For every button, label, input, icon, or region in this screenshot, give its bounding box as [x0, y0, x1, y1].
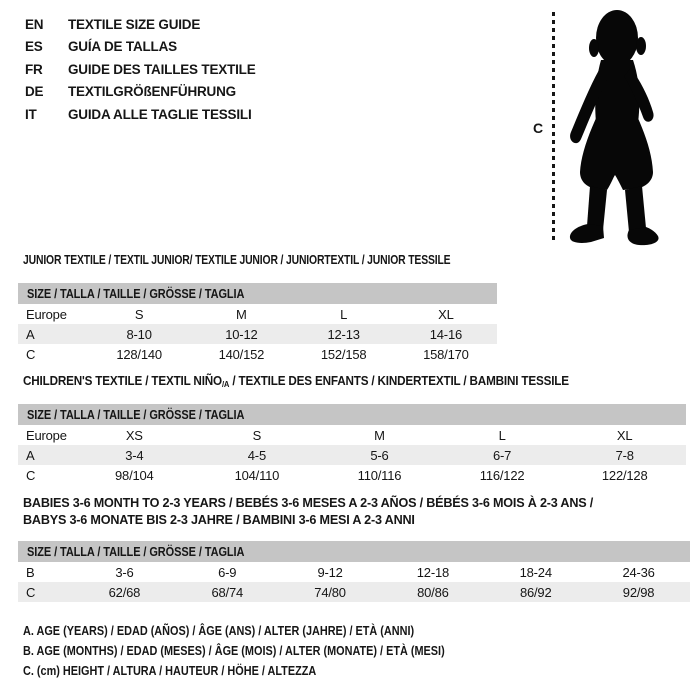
table-header-row [18, 541, 690, 562]
footnote-a: A. AGE (YEARS) / EDAD (AÑOS) / ÂGE (ANS) / ALTER (JAHRE) / ETÀ (ANNI) [23, 624, 415, 638]
row-label: C [26, 467, 36, 483]
size-cell: L [498, 427, 506, 443]
size-cell: 14-16 [429, 326, 462, 342]
size-cell: S [252, 427, 262, 443]
footnotes [23, 624, 508, 684]
size-cell: 86/92 [519, 584, 552, 600]
childrens-size-table [18, 404, 686, 485]
size-cell: 9-12 [317, 564, 343, 580]
size-cell: M [236, 306, 247, 322]
lang-code: EN [25, 16, 44, 32]
lang-code: IT [25, 106, 37, 122]
lang-label: TEXTILE SIZE GUIDE [68, 16, 201, 32]
table-row [18, 562, 690, 582]
size-cell: 18-24 [519, 564, 552, 580]
size-cell: 12-18 [416, 564, 450, 580]
footnote-b: B. AGE (MONTHS) / EDAD (MESES) / ÂGE (MOIS) / ALTER (MONATE) / ETÀ (MESI) [23, 644, 445, 658]
size-cell: 74/80 [314, 584, 346, 600]
size-header-cell: SIZE / TALLA / TAILLE / GRÖSSE / TAGLIA [27, 407, 245, 422]
row-label: A [26, 447, 35, 463]
size-cell: 158/170 [423, 346, 469, 362]
size-cell: 110/116 [357, 467, 402, 483]
size-cell: 3-4 [125, 447, 144, 463]
size-cell: 6-7 [492, 447, 512, 463]
row-label: Europe [26, 427, 67, 443]
size-header-cell: SIZE / TALLA / TAILLE / GRÖSSE / TAGLIA [27, 544, 245, 559]
size-cell: M [374, 427, 385, 443]
lang-row-es [25, 36, 256, 59]
footnote-c: C. (cm) HEIGHT / ALTURA / HAUTEUR / HÖHE / ALTEZZA [23, 664, 317, 678]
lang-label: GUIDA ALLE TAGLIE TESSILI [68, 106, 252, 122]
table-row [18, 465, 686, 485]
size-cell: 12-13 [327, 326, 360, 342]
size-cell: 5-6 [370, 447, 389, 463]
lang-row-it [25, 103, 256, 126]
size-cell: 24-36 [622, 564, 655, 580]
toddler-silhouette-icon [563, 8, 670, 246]
table-row [18, 324, 497, 344]
size-cell: 140/152 [218, 346, 265, 362]
table-header-row [18, 404, 686, 425]
babies-size-table [18, 541, 690, 602]
row-label: Europe [26, 306, 67, 322]
babies-section-title: BABIES 3-6 MONTH TO 2-3 YEARS / BEBÉS 3-6 MESES A 2-3 AÑOS / BÉBÉS 3-6 MOIS À 2-3 ANS / BABYS 3-6 MONATE BIS 2-3 JAHRE / BAMBINI 3-6 MESI A 2-3 ANNI [23, 495, 594, 527]
height-dashed-line [552, 12, 555, 244]
size-cell: L [340, 306, 348, 322]
junior-section-title: JUNIOR TEXTILE / TEXTIL JUNIOR/ TEXTILE JUNIOR / JUNIORTEXTIL / JUNIOR TESSILE [23, 252, 451, 267]
table-row [18, 344, 497, 364]
size-cell: 62/68 [108, 584, 141, 600]
size-cell: 122/128 [601, 467, 648, 483]
size-cell: 152/158 [320, 346, 367, 362]
size-cell: S [134, 306, 144, 322]
lang-code: DE [25, 84, 44, 100]
size-header-cell: SIZE / TALLA / TAILLE / GRÖSSE / TAGLIA [27, 286, 245, 301]
table-row [18, 582, 690, 602]
row-label: C [26, 584, 36, 600]
size-cell: 4-5 [247, 447, 266, 463]
row-label: B [26, 564, 35, 580]
lang-code: ES [25, 39, 43, 55]
lang-row-fr [25, 58, 256, 81]
size-cell: 6-9 [218, 564, 237, 580]
row-label: C [26, 346, 36, 362]
size-cell: 104/110 [234, 467, 280, 483]
size-cell: 92/98 [622, 584, 655, 600]
childrens-section-title: CHILDREN'S TEXTILE / TEXTIL $NIÑO_{/A}$ / TEXTILE DES ENFANTS / KINDERTEXTIL / BAMBINI TESSILE [23, 373, 569, 389]
size-cell: 10-12 [225, 326, 258, 342]
size-cell: XL [616, 427, 633, 443]
row-label: A [26, 326, 35, 342]
size-cell: XS [125, 427, 143, 443]
size-cell: 68/74 [211, 584, 244, 600]
size-cell: 128/140 [116, 346, 162, 362]
lang-label: GUÍA DE TALLAS [68, 39, 177, 55]
lang-code: FR [25, 61, 43, 77]
lang-label: GUIDE DES TAILLES TEXTILE [68, 61, 256, 77]
height-measure-label: C [533, 120, 544, 136]
size-cell: 80/86 [417, 584, 449, 600]
lang-row-de [25, 81, 256, 104]
size-cell: 3-6 [115, 564, 134, 580]
size-cell: 98/104 [115, 467, 154, 483]
size-cell: 8-10 [126, 326, 152, 342]
lang-row-en [25, 13, 256, 36]
junior-size-table [18, 283, 497, 364]
table-row [18, 304, 497, 324]
size-cell: XL [438, 306, 454, 322]
lang-label: TEXTILGRÖßENFÜHRUNG [68, 84, 236, 100]
size-cell: 116/122 [479, 467, 525, 483]
table-row [18, 445, 686, 465]
language-list [25, 13, 256, 126]
table-header-row [18, 283, 497, 304]
size-cell: 7-8 [615, 447, 634, 463]
table-row [18, 425, 686, 445]
